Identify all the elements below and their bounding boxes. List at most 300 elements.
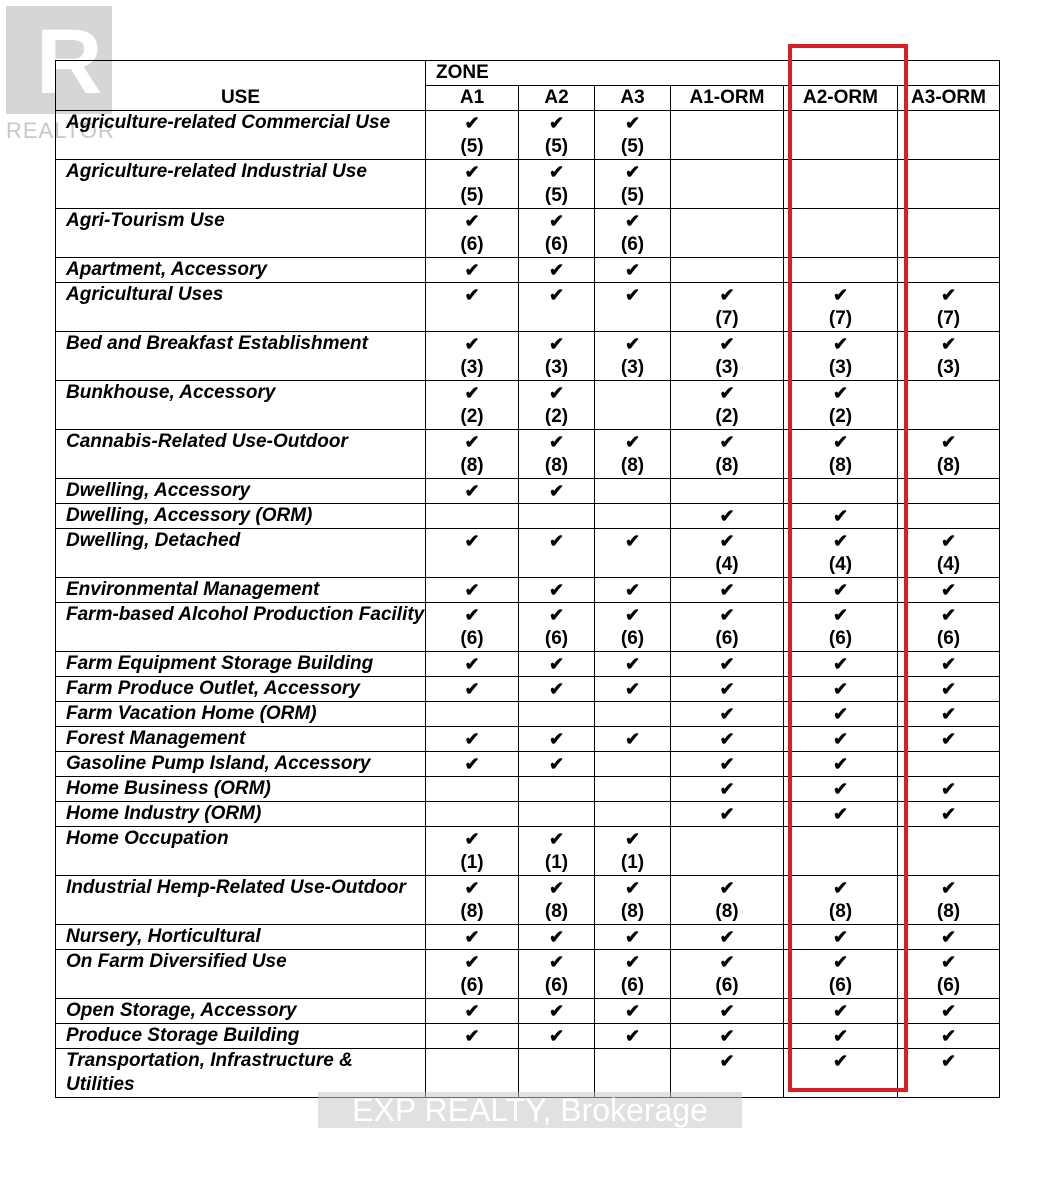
use-name-cell: Agricultural Uses <box>56 283 426 332</box>
footnote-ref: (8) <box>620 455 645 476</box>
footnote-ref: (4) <box>828 554 853 575</box>
checkmark-icon: ✔ <box>624 952 641 972</box>
checkmark-icon: ✔ <box>548 1001 565 1021</box>
checkmark-icon: ✔ <box>719 952 735 972</box>
checkmark-icon: ✔ <box>464 927 480 947</box>
zone-cell-a2-orm <box>784 578 898 603</box>
checkmark-icon: ✔ <box>548 531 565 551</box>
table-row <box>56 827 1000 876</box>
zone-cell-a3-orm <box>898 479 1000 504</box>
zone-cell-a1-orm <box>671 925 784 950</box>
footnote-ref: (3) <box>460 357 484 378</box>
use-name-cell: Environmental Management <box>56 578 426 603</box>
checkmark-icon: ✔ <box>940 432 957 452</box>
zone-cell-a1 <box>426 111 519 160</box>
zone-cell-a1 <box>426 777 519 802</box>
zone-cell-a1-orm <box>671 1049 784 1098</box>
checkmark-icon: ✔ <box>464 334 480 354</box>
zone-cell-a1 <box>426 381 519 430</box>
checkmark-icon: ✔ <box>464 679 480 699</box>
checkmark-icon: ✔ <box>832 605 849 625</box>
checkmark-icon: ✔ <box>940 704 957 724</box>
table-row <box>56 702 1000 727</box>
checkmark-icon: ✔ <box>832 383 849 403</box>
footnote-ref: (3) <box>715 357 739 378</box>
checkmark-icon: ✔ <box>464 113 480 133</box>
checkmark-icon: ✔ <box>624 1001 641 1021</box>
checkmark-icon: ✔ <box>940 878 957 898</box>
zone-cell-a2 <box>519 925 595 950</box>
checkmark-icon: ✔ <box>624 162 641 182</box>
table-row <box>56 209 1000 258</box>
table-row <box>56 925 1000 950</box>
zone-cell-a1 <box>426 504 519 529</box>
use-name-cell: Dwelling, Accessory <box>56 479 426 504</box>
checkmark-icon: ✔ <box>940 927 957 947</box>
footnote-ref: (7) <box>715 308 739 329</box>
checkmark-icon: ✔ <box>940 334 957 354</box>
checkmark-icon: ✔ <box>624 531 641 551</box>
zone-cell-a1 <box>426 999 519 1024</box>
zone-cell-a2-orm <box>784 752 898 777</box>
checkmark-icon: ✔ <box>548 754 565 774</box>
zone-cell-a2 <box>519 283 595 332</box>
use-name-cell: On Farm Diversified Use <box>56 950 426 999</box>
checkmark-icon: ✔ <box>940 531 957 551</box>
zone-cell-a2 <box>519 727 595 752</box>
zone-cell-a2-orm <box>784 430 898 479</box>
zone-cell-a3-orm <box>898 727 1000 752</box>
checkmark-icon: ✔ <box>624 878 641 898</box>
checkmark-icon: ✔ <box>548 481 565 501</box>
zone-cell-a2 <box>519 578 595 603</box>
checkmark-icon: ✔ <box>719 779 735 799</box>
checkmark-icon: ✔ <box>624 1026 641 1046</box>
table-row <box>56 1049 1000 1098</box>
checkmark-icon: ✔ <box>548 1026 565 1046</box>
zone-cell-a3 <box>595 999 671 1024</box>
footnote-ref: (6) <box>460 975 484 996</box>
footnote-ref: (6) <box>936 975 961 996</box>
zone-cell-a3-orm <box>898 777 1000 802</box>
zone-cell-a1-orm <box>671 332 784 381</box>
checkmark-icon: ✔ <box>624 334 641 354</box>
checkmark-icon: ✔ <box>832 334 849 354</box>
header-col-a3: A3 <box>595 86 671 111</box>
zone-cell-a1 <box>426 752 519 777</box>
checkmark-icon: ✔ <box>548 162 565 182</box>
zone-cell-a3-orm <box>898 652 1000 677</box>
checkmark-icon: ✔ <box>548 383 565 403</box>
zone-cell-a2 <box>519 777 595 802</box>
checkmark-icon: ✔ <box>719 580 735 600</box>
checkmark-icon: ✔ <box>832 878 849 898</box>
zone-cell-a3-orm <box>898 876 1000 925</box>
footnote-ref: (6) <box>620 628 645 649</box>
checkmark-icon: ✔ <box>464 162 480 182</box>
zone-cell-a1 <box>426 529 519 578</box>
zone-cell-a2 <box>519 381 595 430</box>
zone-cell-a1 <box>426 950 519 999</box>
table-row <box>56 876 1000 925</box>
zone-cell-a1-orm <box>671 827 784 876</box>
table-row <box>56 578 1000 603</box>
footnote-ref: (8) <box>460 901 484 922</box>
zone-cell-a1 <box>426 876 519 925</box>
footnote-ref: (6) <box>715 975 739 996</box>
zone-cell-a1-orm <box>671 999 784 1024</box>
zone-cell-a3-orm <box>898 925 1000 950</box>
zone-cell-a3 <box>595 702 671 727</box>
zone-cell-a1-orm <box>671 950 784 999</box>
checkmark-icon: ✔ <box>832 432 849 452</box>
table-row <box>56 111 1000 160</box>
table-row <box>56 677 1000 702</box>
zone-cell-a2-orm <box>784 1024 898 1049</box>
zone-cell-a3 <box>595 925 671 950</box>
realtor-r-icon: R <box>36 11 103 113</box>
checkmark-icon: ✔ <box>464 729 480 749</box>
use-name-cell: Farm Produce Outlet, Accessory <box>56 677 426 702</box>
zone-cell-a2 <box>519 529 595 578</box>
zone-cell-a3 <box>595 479 671 504</box>
header-col-a1-orm: A1-ORM <box>671 86 784 111</box>
zone-cell-a3 <box>595 283 671 332</box>
zone-cell-a1-orm <box>671 1024 784 1049</box>
zone-cell-a1-orm <box>671 777 784 802</box>
zone-cell-a2-orm <box>784 999 898 1024</box>
footnote-ref: (5) <box>544 136 569 157</box>
use-name-cell: Dwelling, Detached <box>56 529 426 578</box>
zone-cell-a3 <box>595 752 671 777</box>
zone-cell-a1-orm <box>671 381 784 430</box>
zone-cell-a3 <box>595 603 671 652</box>
footnote-ref: (6) <box>828 975 853 996</box>
checkmark-icon: ✔ <box>464 952 480 972</box>
zone-cell-a2 <box>519 652 595 677</box>
zone-cell-a3 <box>595 677 671 702</box>
zone-cell-a3 <box>595 430 671 479</box>
table-row <box>56 802 1000 827</box>
footnote-ref: (7) <box>828 308 853 329</box>
zone-cell-a2-orm <box>784 1049 898 1098</box>
checkmark-icon: ✔ <box>719 1026 735 1046</box>
zone-cell-a1 <box>426 802 519 827</box>
checkmark-icon: ✔ <box>940 779 957 799</box>
zone-cell-a1-orm <box>671 529 784 578</box>
zone-cell-a3 <box>595 802 671 827</box>
zone-cell-a2 <box>519 430 595 479</box>
footnote-ref: (8) <box>828 901 853 922</box>
checkmark-icon: ✔ <box>832 754 849 774</box>
zone-cell-a2 <box>519 950 595 999</box>
use-name-cell: Open Storage, Accessory <box>56 999 426 1024</box>
checkmark-icon: ✔ <box>832 804 849 824</box>
zone-cell-a1 <box>426 1024 519 1049</box>
zone-cell-a2-orm <box>784 209 898 258</box>
zone-cell-a3-orm <box>898 677 1000 702</box>
zone-cell-a3 <box>595 332 671 381</box>
zone-cell-a3-orm <box>898 802 1000 827</box>
zone-cell-a1 <box>426 727 519 752</box>
zone-cell-a2 <box>519 827 595 876</box>
checkmark-icon: ✔ <box>464 654 480 674</box>
checkmark-icon: ✔ <box>624 580 641 600</box>
checkmark-icon: ✔ <box>719 679 735 699</box>
zone-cell-a2-orm <box>784 950 898 999</box>
checkmark-icon: ✔ <box>464 829 480 849</box>
zone-cell-a2-orm <box>784 160 898 209</box>
zone-cell-a1-orm <box>671 752 784 777</box>
checkmark-icon: ✔ <box>940 605 957 625</box>
footnote-ref: (5) <box>620 136 645 157</box>
use-name-cell: Forest Management <box>56 727 426 752</box>
checkmark-icon: ✔ <box>832 506 849 526</box>
footnote-ref: (3) <box>620 357 645 378</box>
zone-cell-a3 <box>595 652 671 677</box>
table-row <box>56 777 1000 802</box>
checkmark-icon: ✔ <box>940 285 957 305</box>
footnote-ref: (8) <box>544 455 569 476</box>
checkmark-icon: ✔ <box>464 481 480 501</box>
footnote-ref: (7) <box>936 308 961 329</box>
zone-cell-a1-orm <box>671 258 784 283</box>
zone-cell-a1 <box>426 827 519 876</box>
footnote-ref: (3) <box>936 357 961 378</box>
zone-cell-a2-orm <box>784 702 898 727</box>
checkmark-icon: ✔ <box>719 285 735 305</box>
use-name-cell: Nursery, Horticultural <box>56 925 426 950</box>
zone-cell-a2-orm <box>784 111 898 160</box>
checkmark-icon: ✔ <box>719 334 735 354</box>
zone-cell-a3-orm <box>898 430 1000 479</box>
zone-cell-a1-orm <box>671 160 784 209</box>
checkmark-icon: ✔ <box>548 334 565 354</box>
zone-cell-a2-orm <box>784 876 898 925</box>
checkmark-icon: ✔ <box>464 383 480 403</box>
checkmark-icon: ✔ <box>719 506 735 526</box>
checkmark-icon: ✔ <box>548 729 565 749</box>
checkmark-icon: ✔ <box>548 952 565 972</box>
zone-cell-a3-orm <box>898 578 1000 603</box>
checkmark-icon: ✔ <box>719 927 735 947</box>
checkmark-icon: ✔ <box>940 1001 957 1021</box>
checkmark-icon: ✔ <box>464 754 480 774</box>
zone-cell-a3 <box>595 827 671 876</box>
header-col-a2-orm: A2-ORM <box>784 86 898 111</box>
use-name-cell: Farm Vacation Home (ORM) <box>56 702 426 727</box>
footnote-ref: (6) <box>828 628 853 649</box>
checkmark-icon: ✔ <box>548 679 565 699</box>
checkmark-icon: ✔ <box>832 1051 849 1071</box>
zone-cell-a3-orm <box>898 702 1000 727</box>
use-name-cell: Agriculture-related Industrial Use <box>56 160 426 209</box>
checkmark-icon: ✔ <box>464 878 480 898</box>
checkmark-icon: ✔ <box>940 952 957 972</box>
checkmark-icon: ✔ <box>548 211 565 231</box>
zone-cell-a2 <box>519 332 595 381</box>
zone-cell-a2-orm <box>784 827 898 876</box>
footnote-ref: (2) <box>715 406 739 427</box>
checkmark-icon: ✔ <box>548 260 565 280</box>
zone-cell-a2 <box>519 160 595 209</box>
use-name-cell: Dwelling, Accessory (ORM) <box>56 504 426 529</box>
zone-cell-a3 <box>595 529 671 578</box>
checkmark-icon: ✔ <box>832 654 849 674</box>
footnote-ref: (2) <box>460 406 484 427</box>
checkmark-icon: ✔ <box>624 113 641 133</box>
zone-cell-a3-orm <box>898 258 1000 283</box>
checkmark-icon: ✔ <box>719 729 735 749</box>
checkmark-icon: ✔ <box>624 679 641 699</box>
zone-cell-a2 <box>519 702 595 727</box>
zone-cell-a1 <box>426 677 519 702</box>
footnote-ref: (3) <box>544 357 569 378</box>
table-row <box>56 727 1000 752</box>
zone-cell-a2-orm <box>784 652 898 677</box>
zone-cell-a3-orm <box>898 283 1000 332</box>
zone-cell-a2 <box>519 479 595 504</box>
zone-cell-a3 <box>595 950 671 999</box>
checkmark-icon: ✔ <box>548 878 565 898</box>
zone-cell-a2-orm <box>784 603 898 652</box>
checkmark-icon: ✔ <box>624 605 641 625</box>
checkmark-icon: ✔ <box>624 211 641 231</box>
footnote-ref: (8) <box>544 901 569 922</box>
footnote-ref: (8) <box>460 455 484 476</box>
footnote-ref: (5) <box>620 185 645 206</box>
checkmark-icon: ✔ <box>719 654 735 674</box>
footnote-ref: (8) <box>715 901 739 922</box>
checkmark-icon: ✔ <box>940 679 957 699</box>
checkmark-icon: ✔ <box>719 605 735 625</box>
header-col-a1: A1 <box>426 86 519 111</box>
table-row <box>56 950 1000 999</box>
checkmark-icon: ✔ <box>464 1026 480 1046</box>
zone-cell-a2-orm <box>784 381 898 430</box>
footnote-ref: (2) <box>544 406 569 427</box>
realtor-logo-text: REALTOR <box>6 118 115 143</box>
header-zone: ZONE <box>426 61 1000 86</box>
zone-cell-a3-orm <box>898 752 1000 777</box>
table-row <box>56 332 1000 381</box>
checkmark-icon: ✔ <box>719 1051 735 1071</box>
zone-cell-a2-orm <box>784 925 898 950</box>
use-name-cell: Gasoline Pump Island, Accessory <box>56 752 426 777</box>
footnote-ref: (8) <box>828 455 853 476</box>
table-row <box>56 652 1000 677</box>
zone-cell-a3 <box>595 1024 671 1049</box>
checkmark-icon: ✔ <box>940 804 957 824</box>
checkmark-icon: ✔ <box>940 654 957 674</box>
zone-cell-a3-orm <box>898 111 1000 160</box>
table-row <box>56 283 1000 332</box>
footnote-ref: (1) <box>544 852 569 873</box>
checkmark-icon: ✔ <box>719 804 735 824</box>
use-name-cell: Cannabis-Related Use-Outdoor <box>56 430 426 479</box>
table-body <box>56 111 1000 1098</box>
zone-cell-a1-orm <box>671 283 784 332</box>
zone-cell-a1-orm <box>671 578 784 603</box>
checkmark-icon: ✔ <box>624 260 641 280</box>
zone-cell-a3 <box>595 111 671 160</box>
footnote-ref: (8) <box>936 901 961 922</box>
checkmark-icon: ✔ <box>464 432 480 452</box>
zone-cell-a1 <box>426 258 519 283</box>
checkmark-icon: ✔ <box>832 679 849 699</box>
checkmark-icon: ✔ <box>624 927 641 947</box>
zone-cell-a2-orm <box>784 504 898 529</box>
header-use: USE <box>56 61 426 111</box>
zone-cell-a3-orm <box>898 950 1000 999</box>
checkmark-icon: ✔ <box>832 531 849 551</box>
checkmark-icon: ✔ <box>940 1051 957 1071</box>
footnote-ref: (2) <box>828 406 853 427</box>
checkmark-icon: ✔ <box>719 878 735 898</box>
use-name-cell: Produce Storage Building <box>56 1024 426 1049</box>
header-col-a2: A2 <box>519 86 595 111</box>
zone-cell-a1 <box>426 332 519 381</box>
zone-cell-a1 <box>426 209 519 258</box>
footnote-ref: (6) <box>620 975 645 996</box>
zone-cell-a3-orm <box>898 504 1000 529</box>
zone-cell-a1-orm <box>671 430 784 479</box>
table-row <box>56 504 1000 529</box>
zone-cell-a1-orm <box>671 603 784 652</box>
zone-cell-a1 <box>426 1049 519 1098</box>
footnote-ref: (6) <box>715 628 739 649</box>
zone-cell-a3-orm <box>898 529 1000 578</box>
checkmark-icon: ✔ <box>719 704 735 724</box>
footnote-ref: (1) <box>620 852 645 873</box>
zone-cell-a1-orm <box>671 876 784 925</box>
zone-cell-a2-orm <box>784 258 898 283</box>
table-row <box>56 430 1000 479</box>
zone-cell-a2 <box>519 209 595 258</box>
zone-cell-a2-orm <box>784 777 898 802</box>
zone-cell-a2 <box>519 1024 595 1049</box>
use-name-cell: Agriculture-related Commercial Use <box>56 111 426 160</box>
checkmark-icon: ✔ <box>548 113 565 133</box>
zone-cell-a3 <box>595 876 671 925</box>
zone-cell-a3-orm <box>898 999 1000 1024</box>
checkmark-icon: ✔ <box>548 580 565 600</box>
use-name-cell: Industrial Hemp-Related Use-Outdoor <box>56 876 426 925</box>
checkmark-icon: ✔ <box>940 1026 957 1046</box>
use-name-cell: Farm-based Alcohol Production Facility <box>56 603 426 652</box>
zone-cell-a2-orm <box>784 802 898 827</box>
zone-cell-a1 <box>426 652 519 677</box>
checkmark-icon: ✔ <box>464 1001 480 1021</box>
zone-cell-a2 <box>519 802 595 827</box>
zone-cell-a1 <box>426 702 519 727</box>
zone-cell-a3 <box>595 777 671 802</box>
table-row <box>56 479 1000 504</box>
use-name-cell: Home Business (ORM) <box>56 777 426 802</box>
checkmark-icon: ✔ <box>832 779 849 799</box>
table-row <box>56 381 1000 430</box>
footnote-ref: (8) <box>715 455 739 476</box>
table-row <box>56 258 1000 283</box>
zone-cell-a3 <box>595 209 671 258</box>
zone-cell-a2-orm <box>784 727 898 752</box>
zone-cell-a3 <box>595 160 671 209</box>
checkmark-icon: ✔ <box>719 531 735 551</box>
zone-cell-a2 <box>519 876 595 925</box>
table-row <box>56 160 1000 209</box>
checkmark-icon: ✔ <box>464 260 480 280</box>
checkmark-icon: ✔ <box>548 654 565 674</box>
